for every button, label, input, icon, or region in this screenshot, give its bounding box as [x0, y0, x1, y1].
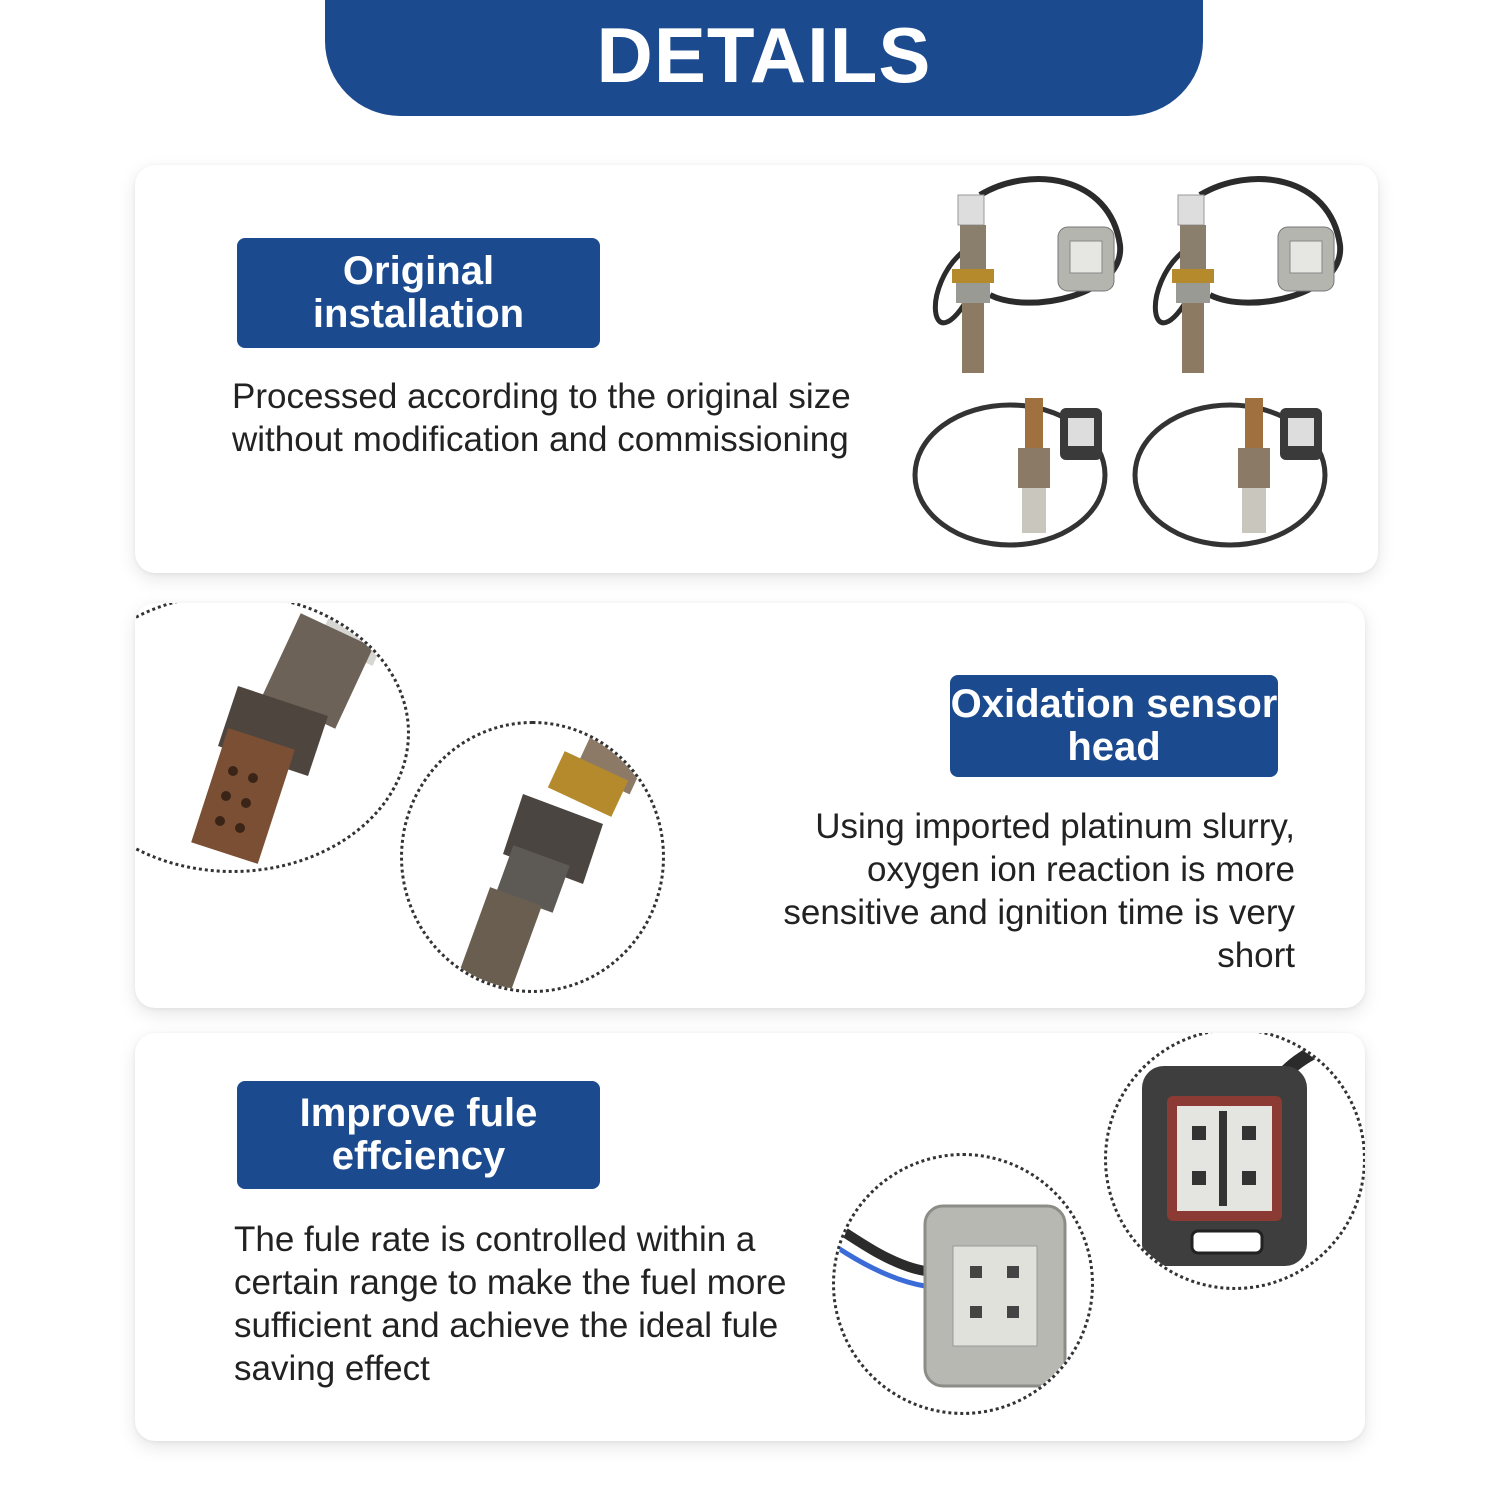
section-title-badge: Improve fule effciency: [237, 1081, 600, 1189]
grey-connector-closeup-circle: [832, 1153, 1094, 1415]
header-banner: [325, 0, 1203, 116]
threaded-sensor-closeup-circle: [400, 721, 665, 993]
grey-connector-image: [835, 1156, 1094, 1415]
section-description: Using imported platinum slurry, oxygen ion reaction is more sensitive and ignition time is very short: [783, 807, 1295, 975]
section-description: Processed according to the original size without modification and commissioning: [232, 377, 851, 459]
page-title: DETAILS: [596, 11, 932, 99]
section-improve-fuel-efficiency: [135, 1033, 1365, 1441]
black-connector-image: [1107, 1033, 1365, 1290]
section-description: The fule rate is controlled within a certain range to make the fuel more sufficient and achieve the ideal fule saving effect: [234, 1220, 787, 1388]
perforated-tip-image: [135, 603, 410, 873]
section-title-badge: Original installation: [237, 238, 600, 348]
threaded-sensor-image: [403, 724, 665, 993]
section-oxidation-sensor-head: [135, 603, 1365, 1008]
sensor-tip-closeup-circle: [135, 603, 410, 873]
four-oxygen-sensors-photo: [910, 165, 1370, 573]
black-connector-closeup-circle: [1104, 1033, 1365, 1290]
section-title-badge: Oxidation sensor head: [950, 675, 1278, 777]
section-original-installation: [135, 165, 1378, 573]
